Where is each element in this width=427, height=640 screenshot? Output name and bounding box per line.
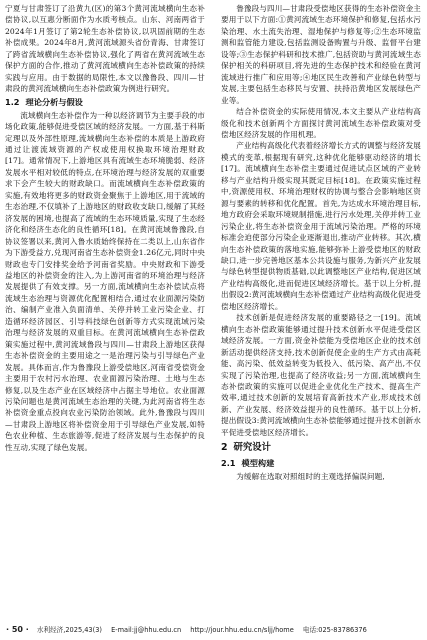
left-column (5, 3, 205, 453)
section-number: 1.2 (5, 96, 20, 107)
paragraph: 鲁豫段与四川—甘肃段受偿地区获得的生态补偿资金主要用于以下方面:①黄河流域生态环境保护和修复,包括水污染治理、水土流失治理、湿地保护与修复等;②生态环境监测和监管能力建设,包括监测设备购置与升级、监督平台建设等;③生态保护科研和技术推广,包括资助与黄河流域生态保护相关的科研项目,将先进的生态保护技术和经验在黄河流域进行推广和应用等;④地区民生改善和产业绿色转型与发展,主要包括生态移民与安置、扶持沿黄地区发展绿色产业等。 (221, 4, 421, 105)
section-title: 模型构建 (241, 458, 275, 469)
subsection-heading (221, 457, 421, 470)
journal-citation: 水利经济,2025,43(3) (36, 626, 102, 634)
paragraph: 结合补偿资金的实际使用情况,本文主要从产业结构高级化和技术创新两个方面探讨黄河流域生态补偿政策对受偿地区经济发展的作用机理。 (221, 107, 421, 139)
journal-email: E-mail:jj@hhu.edu.cn (111, 626, 182, 634)
journal-url: http://jour.hhu.edu.cn/sljj/home (190, 626, 294, 634)
journal-phone: 电话:025-83786376 (302, 626, 367, 634)
paragraph: 技术创新是促进经济发展的重要路径之一[19]。流域横向生态补偿政策能够通过提升技术创新水平促进受偿区域经济发展。一方面,资金补偿能为受偿地区企业的技术创新活动提供经济支持,技术创新促使企业的生产方式由高耗能、高污染、低效益转变为低投入、低污染、高产出,不仅实现了污染治理,也提高了经济收益;另一方面,流域横向生态补偿政策的实施可以促进企业优化生产技术、提高生产效率,通过技术创新的发展培育高新技术产业,形成技术创新、产业发展、经济效益提升的良性循环。基于以上分析,提出假设3:黄河流域横向生态补偿能够通过提升技术创新水平促进受偿地区经济增长。 (221, 313, 421, 437)
page-footer (6, 624, 422, 634)
section-title: 研究设计 (233, 442, 272, 454)
paragraph: 流域横向生态补偿作为一种以经济调节为主要手段的市场化政策,能够促进受偿区域的经济发展。一方面,基于科斯定理以及外部性原理,流域横向生态补偿的本质是上游政府通过让渡流域资源的产权或使用权换取环境治理财政[17]。通常情况下,上游地区具有流域生态环境脆弱、经济发展水平相对较低的特点,在环境治理与经济发展的双重要求下会产生较大的财政缺口。而流域横向生态补偿政策的实施,有效地将更多的财政资金聚焦于上游地区,用于流域的生态治理,不仅填补了上游地区的财政收支缺口,缓解了其经济发展的困境,也提高了流域的生态环境质量,实现了生态经济化和经济生态化的良性循环[18]。在黄河流域鲁豫段,自协议签署以来,黄河入鲁水质始终保持在二类以上,山东省作为下游受益方,兑现河南省生态补偿资金1.26亿元,同时中央财政也专门安排奖金给予河南省奖励。中央财政和下游受益地区的补偿资金的注入,为上游河南省的环境治理与经济发展提供了有效支撑。另一方面,流域横向生态补偿试点将流域生态治理与资源优化配置相结合,通过农业面源污染防治、编制产业准入负面清单、关停并转工业污染企业、打造循环经济园区、引导科技绿色创新等方式实现流域污染治理与经济发展的双重目标。在黄河流域横向生态补偿政策实施过程中,黄河流域鲁段与四川—甘肃段上游地区获得生态补偿资金的主要用途之一是治理污染与引导绿色产业发展。具体而言,作为鲁豫段上游受偿地区,河南省受偿资金主要用于农村污水治理、农业面源污染治理、土地与生态修复,以及生态产业在区域经济中占据主导地位。农业面源污染问题也是黄河流域生态治理的关键,为此河南省将生态补偿资金重点投向农业污染防治领域。此外,鲁豫段与四川—甘肃段上游地区将补偿资金用于引导绿色产业发展,如特色农业种植、生态旅游等,促进了经济发展与生态保护的良性互动,实现了绿色发展。 (5, 110, 205, 452)
section-title: 理论分析与假设 (25, 96, 83, 107)
right-column (221, 3, 421, 483)
page-number: · 50 · (6, 625, 29, 634)
section-number: 2.1 (221, 458, 236, 469)
paragraph: 产业结构高级化代表着经济增长方式的调整与经济发展模式的变革,根据现有研究,这种优化能够驱动经济的增长[17]。流域横向生态补偿主要通过促进试点区域的产业转移与产业结构升级实现其既定目标[18]。在政策实施过程中,资源使用权、环境治理财权的协调与整合会影响地区资源与要素的转移和优化配置。首先,为达成水环境治理目标,地方政府会采取环境规制措施,进行污水处理,关停并转工业污染企业,将生态补偿资金用于流域污染治理。严格的环境标准会迫使部分污染企业逐渐退出,推动产业转移。其次,横向生态补偿政策的落地实施,能够弥补上游受偿地区的财政缺口,进一步完善地区基本公共设施与服务,为新兴产业发展与绿色转型提供物质基础,以此调整地区产业结构,促进区域产业结构高级化,进而促进区域经济增长。基于以上分析,提出假设2:黄河流域横向生态补偿通过产业结构高级化促进受偿地区经济增长。 (221, 141, 421, 311)
section-number: 2 (221, 442, 228, 454)
section-heading (5, 96, 205, 109)
section-heading (221, 440, 421, 455)
paragraph: 为缓解在选取对照组时的主观选择偏误问题, (236, 472, 385, 482)
paragraph: 宁夏与甘肃签订了沿黄九(区)的第3个黄河流域横向生态补偿协议,以互惠分断面作为水质考核点。山东、河南两省于2024年1月签订了第2轮生态补偿协议,以巩固前期的生态补偿成果。2024年8月,黄河流域源头省份青海、甘肃签订了跨省流域横向生态补偿协议,强化了两省在黄河流域生态保护方面的合作,推动了黄河流域横向生态补偿政策的持续实践与应用。由于数据的局限性,本文以豫鲁段、四川—甘肃段的黄河流域横向生态补偿政策为例进行研究。 (5, 4, 205, 94)
